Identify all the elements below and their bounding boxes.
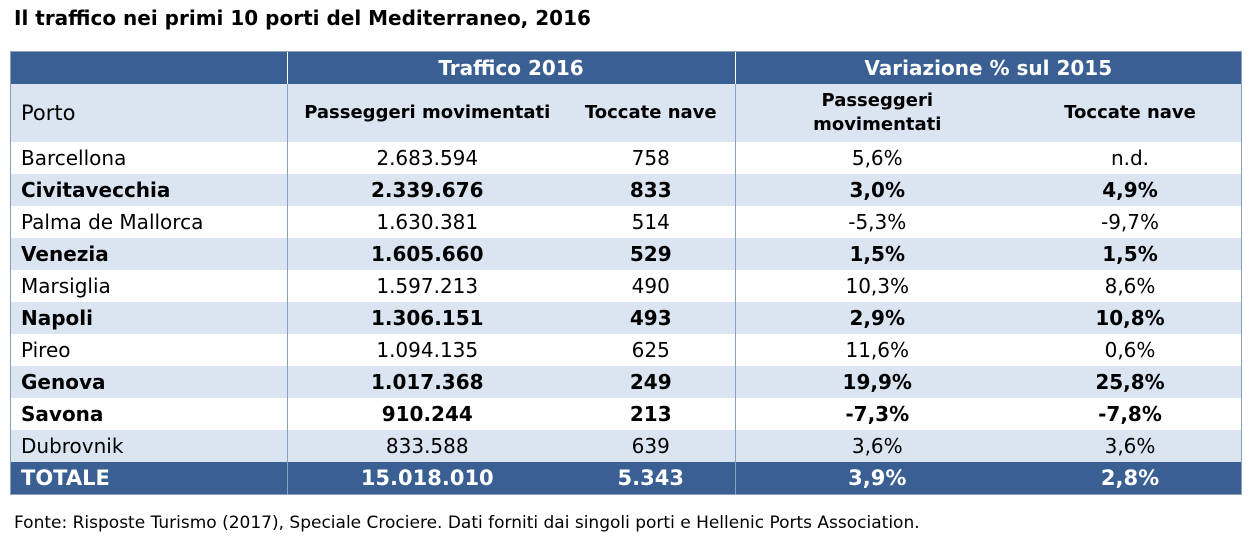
cell-var-toccate: 0,6% (1104, 338, 1156, 362)
total-row (11, 462, 1241, 494)
cell-var-toccate: 8,6% (1104, 274, 1156, 298)
cell-var-toccate: 3,6% (1019, 430, 1241, 462)
cell-var-passeggeri: 11,6% (735, 334, 1019, 366)
cell-var-passeggeri: 10,3% (735, 270, 1019, 302)
total-cell-porto: TOTALE (11, 462, 287, 494)
ports-table-container (10, 51, 1242, 495)
column-header-porto: Porto (11, 84, 287, 142)
cell-var-toccate: 4,9% (1019, 174, 1241, 206)
group-header-traffico: Traffico 2016 (287, 52, 735, 84)
table-row (11, 238, 1241, 270)
cell-toccate: 249 (567, 366, 735, 398)
table-row (11, 366, 1241, 398)
table-row (11, 302, 1241, 334)
cell-toccate: 833 (567, 174, 735, 206)
cell-porto: Dubrovnik (11, 430, 287, 462)
cell-passeggeri: 1.017.368 (287, 366, 567, 398)
cell-porto: Savona (21, 402, 104, 426)
table-row (11, 206, 1241, 238)
cell-passeggeri: 1.605.660 (287, 238, 567, 270)
cell-passeggeri: 2.339.676 (287, 174, 567, 206)
column-header-var-passeggeri (735, 84, 1019, 142)
cell-toccate: 490 (631, 274, 670, 298)
total-cell-toccate: 5.343 (567, 462, 735, 494)
cell-porto: Genova (11, 366, 287, 398)
cell-porto: Napoli (11, 302, 287, 334)
cell-var-passeggeri: 19,9% (735, 366, 1019, 398)
cell-var-toccate: 10,8% (1019, 302, 1241, 334)
cell-var-passeggeri: 1,5% (735, 238, 1019, 270)
cell-passeggeri: 910.244 (287, 398, 567, 430)
ports-table (11, 52, 1241, 494)
cell-porto: Palma de Mallorca (21, 210, 204, 234)
cell-var-toccate: -9,7% (1100, 210, 1160, 234)
group-header-variazione: Variazione % sul 2015 (735, 52, 1241, 84)
table-title: Il traffico nei primi 10 porti del Mediterraneo, 2016 (14, 6, 591, 30)
column-header-toccate: Toccate nave (567, 84, 735, 142)
cell-var-passeggeri: 3,0% (735, 174, 1019, 206)
cell-porto: Marsiglia (21, 274, 111, 298)
cell-var-toccate: -7,8% (1098, 402, 1162, 426)
cell-var-passeggeri: -7,3% (735, 398, 1019, 430)
column-header-var-toccate: Toccate nave (1019, 84, 1241, 142)
table-row (11, 334, 1241, 366)
cell-toccate: 758 (631, 146, 670, 170)
total-cell-passeggeri: 15.018.010 (287, 462, 567, 494)
group-header-row (11, 52, 1241, 84)
cell-passeggeri: 2.683.594 (287, 142, 567, 174)
cell-porto: Pireo (21, 338, 71, 362)
group-header-blank (11, 52, 287, 84)
total-cell-var-passeggeri: 3,9% (735, 462, 1019, 494)
table-row (11, 142, 1241, 174)
cell-var-passeggeri: 2,9% (735, 302, 1019, 334)
cell-passeggeri: 1.306.151 (287, 302, 567, 334)
cell-porto: Barcellona (21, 146, 127, 170)
total-cell-var-toccate: 2,8% (1019, 462, 1241, 494)
column-header-var-passeggeri-text: Passeggeri movimentati (813, 90, 942, 135)
cell-var-passeggeri: -5,3% (735, 206, 1019, 238)
table-body (11, 142, 1241, 494)
cell-passeggeri: 1.630.381 (287, 206, 567, 238)
cell-porto: Civitavecchia (11, 174, 287, 206)
cell-var-passeggeri: 5,6% (735, 142, 1019, 174)
table-row (11, 398, 1241, 430)
column-header-row (11, 84, 1241, 142)
cell-var-toccate: 25,8% (1019, 366, 1241, 398)
cell-toccate: 514 (631, 210, 670, 234)
cell-var-passeggeri: 3,6% (735, 430, 1019, 462)
cell-porto: Venezia (11, 238, 287, 270)
table-row (11, 430, 1241, 462)
cell-toccate: 493 (567, 302, 735, 334)
table-row (11, 270, 1241, 302)
cell-passeggeri: 1.597.213 (287, 270, 567, 302)
table-row (11, 174, 1241, 206)
cell-passeggeri: 1.094.135 (287, 334, 567, 366)
cell-passeggeri: 833.588 (287, 430, 567, 462)
cell-toccate: 639 (567, 430, 735, 462)
cell-toccate: 529 (567, 238, 735, 270)
cell-toccate: 625 (631, 338, 670, 362)
cell-var-toccate: n.d. (1110, 146, 1150, 170)
column-header-passeggeri: Passeggeri movimentati (287, 84, 567, 142)
cell-toccate: 213 (629, 402, 672, 426)
source-note: Fonte: Risposte Turismo (2017), Speciale Crociere. Dati forniti dai singoli porti e Hellenic Ports Association. (14, 513, 920, 533)
cell-var-toccate: 1,5% (1019, 238, 1241, 270)
